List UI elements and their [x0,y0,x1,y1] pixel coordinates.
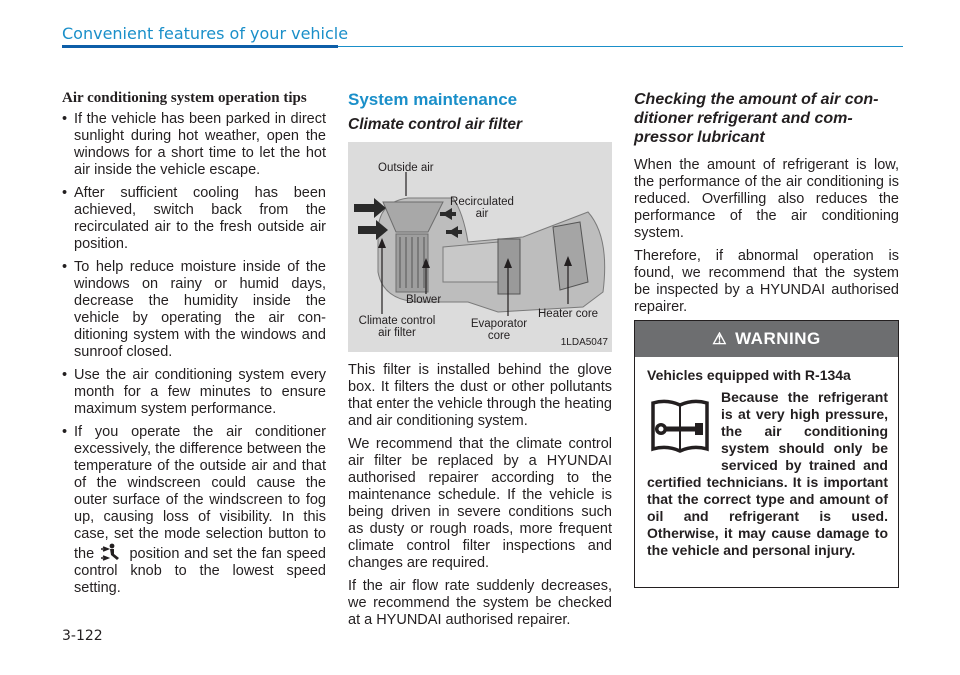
subsection-title: Checking the amount of air conditioner refrigerant and compressor lubricant [634,91,879,146]
service-manual-wrench-icon [647,395,713,455]
label-climate-control-filter [352,315,442,339]
label-recirculated-line1: Recirculated [450,196,514,208]
label-recirculated-air [444,196,520,220]
label-evaporator-line2: core [487,330,511,342]
tip-item: • Use the air conditioning system every month for a few minutes to ensure maximum system performance. [62,367,326,418]
ac-tips-heading: Air conditioning system operation tips [62,90,307,106]
warning-header [635,321,898,357]
warning-body [635,389,898,559]
paragraph: If the air flow rate suddenly decreases, we recommend the system be checked at a HYUNDAI authorised repairer. [348,578,612,628]
ac-tips-list [62,111,326,597]
paragraph: We recommend that the climate control air filter be replaced by a HYUNDAI authorised repairer according to the maintenance schedule. If the vehicle is being driven in severe conditions such as dusty or rough roads, more frequent climate control filter inspections and changes are required. [348,436,612,571]
paragraph: This filter is installed behind the glove box. It filters the dust or other pollutants that enter the vehicle through the heating and air conditioning system. [348,362,612,429]
label-outside-air: Outside air [378,162,434,174]
warning-text: Because the refrigerant is at very high pressure, the air conditioning system should only be serviced by trained and certified technicians. It is important that the correct type and amount of oil and refrigerant is used. Otherwise, it may cause damage to the vehicle and personal injury. [647,389,888,558]
air-filter-diagram [348,142,612,352]
column-system-maintenance [348,90,612,635]
section-header: Convenient features of your vehicle [62,24,349,43]
warning-box [634,320,899,588]
tip-text-after-icon: position and set the fan speed control knob to the lowest speed setting. [74,546,326,596]
page-number: 3-122 [62,628,103,644]
label-heater-core: Heater core [538,308,599,320]
tip-item-fog [62,424,326,597]
subsection-title: Climate control air filter [348,116,522,133]
header-rule [338,46,903,47]
label-evaporator-core [464,318,534,342]
label-blower: Blower [406,294,442,306]
label-filter-line2: air filter [378,327,416,339]
label-filter-line1: Climate control [358,315,436,327]
label-recirculated-line2: air [475,208,489,220]
warning-subtitle: Vehicles equipped with R-134a [647,367,851,383]
paragraph: When the amount of refrigerant is low, the performance of the air conditioning is reduced. Overfilling also reduces the performance of the air conditioning system. [634,157,899,241]
header-rule-accent [62,45,338,48]
paragraph: Therefore, if abnormal operation is found, we recommend that the system be inspected by a HYUNDAI authorised repairer. [634,248,899,315]
vent-floor-mode-icon [99,543,125,561]
section-title: System maintenance [348,90,518,109]
tip-item: • If the vehicle has been parked in direct sunlight during hot weather, open the windows for a short time to let the hot air inside the vehicle escape. [62,111,326,179]
tip-text-before-icon: If you operate the air conditioner excessively, the difference between the temperature of the outside air and that of the windscreen could cause the outer surface of the windscreen to fog up, causing loss of visibility. In this case, set the mode selection button to the [74,424,326,562]
tip-item: • To help reduce moisture inside of the windows on rainy or humid days, decrease the humidity inside the vehicle by operating the air conditioning system with the windows and sunroof closed. [62,259,326,361]
warning-title: WARNING [735,329,821,348]
column-refrigerant-check [634,90,899,322]
tip-item: • After sufficient cooling has been achieved, switch back from the recirculated air to the fresh outside air position. [62,185,326,253]
warning-triangle-icon: ⚠ [712,331,728,348]
column-ac-tips [62,90,326,603]
figure-code: 1LDA5047 [560,337,608,348]
label-evaporator-line1: Evaporator [470,318,528,330]
